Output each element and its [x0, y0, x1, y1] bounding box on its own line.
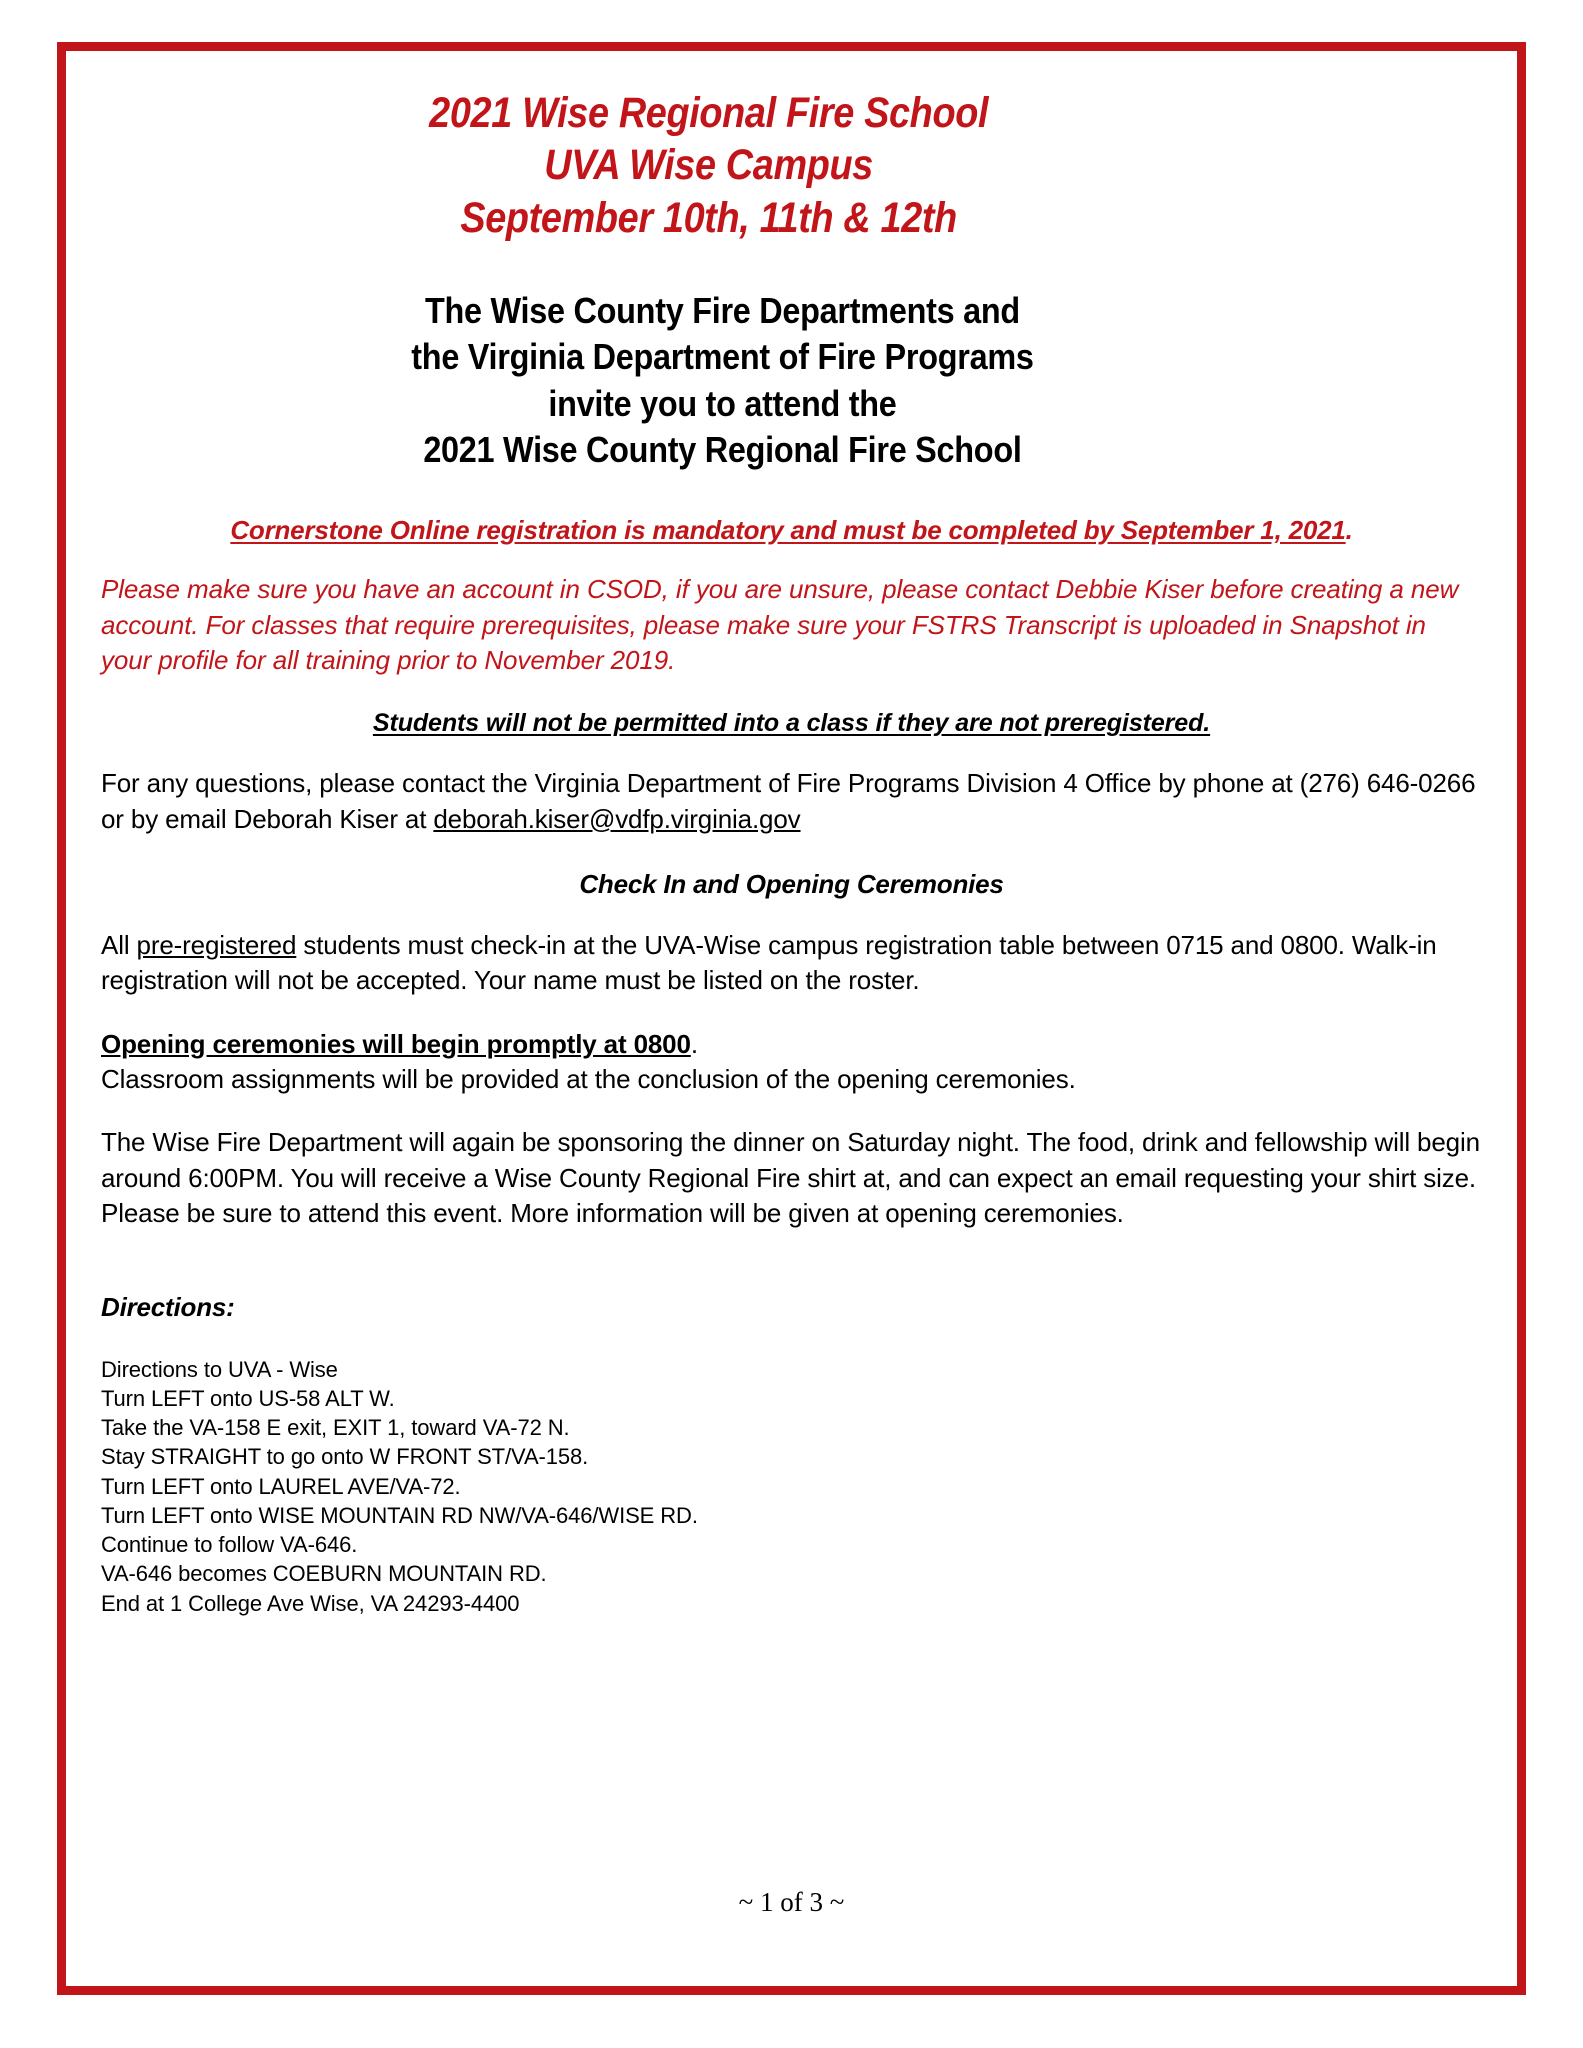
invitation-line-4: 2021 Wise County Regional Fire School	[423, 428, 1022, 470]
direction-step: Stay STRAIGHT to go onto W FRONT ST/VA-158.	[101, 1444, 589, 1470]
directions-heading: Directions:	[101, 1291, 235, 1322]
direction-step: Turn LEFT onto WISE MOUNTAIN RD NW/VA-646/WISE RD.	[101, 1502, 698, 1528]
red-border-frame	[57, 42, 1526, 1995]
csod-account-note: Please make sure you have an account in CSOD, if you are unsure, please contact Debbie Kiser before creating a new account. For classes that require prerequisites, please make sure your FSTRS Transcript is uploaded in Snapshot in your profile for all training prior to November 2019.	[101, 573, 1459, 676]
direction-step: Turn LEFT onto US-58 ALT W.	[101, 1385, 395, 1411]
direction-step: End at 1 College Ave Wise, VA 24293-4400	[101, 1590, 520, 1616]
preregistration-warning: Students will not be permitted into a class if they are not preregistered.	[372, 709, 1211, 738]
title-line-1: 2021 Wise Regional Fire School	[429, 89, 989, 137]
mandatory-registration-period: .	[1345, 514, 1353, 545]
checkin-heading: Check In and Opening Ceremonies	[579, 869, 1004, 900]
dinner-paragraph: The Wise Fire Department will again be sponsoring the dinner on Saturday night. The food, drink and fellowship will begin around 6:00PM. You will receive a Wise County Regional Fire shirt at, and can expect an email requesting your shirt size. Please be sure to attend this event. More information will be given at opening ceremonies.	[101, 1127, 1480, 1229]
direction-step: VA-646 becomes COEBURN MOUNTAIN RD.	[101, 1561, 547, 1587]
contact-email-link[interactable]: deborah.kiser@vdfp.virginia.gov	[433, 803, 801, 834]
title-line-2: UVA Wise Campus	[544, 141, 873, 190]
directions-list	[101, 1355, 1482, 1618]
opening-ceremonies-block	[101, 1027, 1482, 1098]
title-line-3: September 10th, 11th & 12th	[460, 193, 957, 242]
opening-ceremonies-emphasis: Opening ceremonies will begin promptly at 0800	[101, 1028, 691, 1059]
direction-step: Continue to follow VA-646.	[101, 1532, 358, 1558]
mandatory-registration-notice	[101, 515, 1482, 546]
pre-registered-emphasis: pre-registered	[136, 930, 297, 961]
direction-step: Directions to UVA - Wise	[101, 1356, 338, 1382]
opening-ceremonies-period: .	[690, 1028, 698, 1059]
classroom-assignments-line: Classroom assignments will be provided at the conclusion of the opening ceremonies.	[101, 1064, 1076, 1095]
document-content	[101, 77, 1482, 1976]
checkin-text-part1: All	[101, 930, 137, 961]
contact-paragraph	[101, 766, 1482, 837]
page-title	[101, 87, 1482, 244]
invitation-line-2: the Virginia Department of Fire Programs	[411, 336, 1034, 378]
invitation-heading	[101, 288, 1482, 472]
opening-ceremonies-line	[101, 1027, 1482, 1062]
checkin-paragraph	[101, 928, 1482, 999]
contact-text: For any questions, please contact the Virginia Department of Fire Programs Division 4 Office by phone at (276) 646-0266 or by email Deborah Kiser at	[101, 768, 1476, 834]
direction-step: Turn LEFT onto LAUREL AVE/VA-72.	[101, 1473, 461, 1499]
invitation-line-3: invite you to attend the	[548, 382, 897, 424]
checkin-text-part2: students must check-in at the UVA-Wise campus registration table between 0715 and 0800. Walk-in registration will not be accepted. Your name must be listed on the roster.	[101, 930, 1437, 996]
page-footer: ~ 1 of 3 ~	[738, 1887, 845, 1917]
mandatory-registration-text: Cornerstone Online registration is mandatory and must be completed by September 1, 2021	[230, 514, 1346, 545]
invitation-line-1: The Wise County Fire Departments and	[425, 290, 1020, 332]
direction-step: Take the VA-158 E exit, EXIT 1, toward VA-72 N.	[101, 1415, 570, 1441]
